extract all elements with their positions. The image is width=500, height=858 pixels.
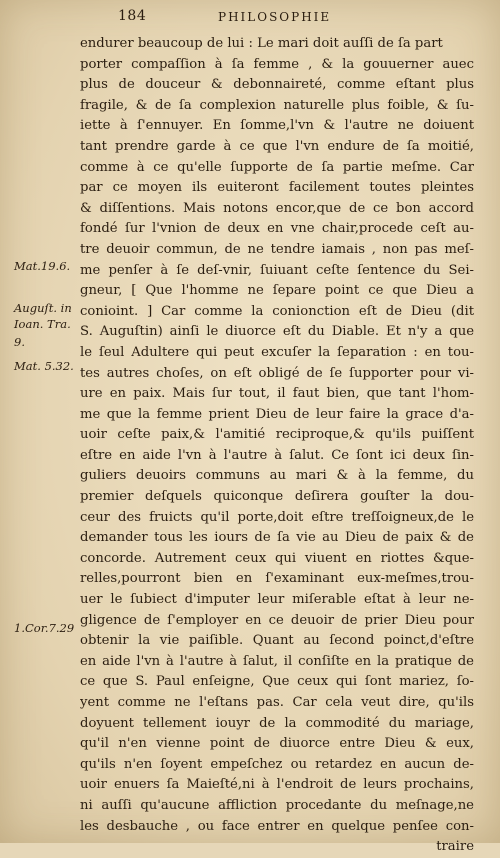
margin-note: Ioan. Tra. bbox=[14, 317, 71, 331]
text-line: doyuent tellement iouyr de la commodité du mariage, bbox=[80, 715, 474, 731]
running-head: PHILOSOPHIE bbox=[218, 10, 332, 24]
text-line: concorde. Autrement ceux qui viuent en riottes &que- bbox=[80, 550, 474, 566]
text-line: fondé ſur l'vnion de deux en vne chair,procede ceſt au- bbox=[80, 221, 474, 237]
text-line: traire bbox=[436, 839, 474, 855]
page-number: 184 bbox=[118, 8, 147, 24]
text-line: plus de douceur & debonnaireté, comme eſtant plus bbox=[80, 77, 474, 93]
text-line: ceur des fruicts qu'il porte,doit eſtre treſſoigneux,de le bbox=[80, 509, 474, 525]
margin-note: Mat. 5.32. bbox=[14, 359, 74, 373]
text-line: tant prendre garde à ce que l'vn endure de ſa moitié, bbox=[80, 138, 474, 154]
text-line: guliers deuoirs communs au mari & à la femme, du bbox=[80, 468, 474, 484]
text-line: par ce moyen ils euiteront facilement toutes pleintes bbox=[80, 180, 474, 196]
text-line: en aide l'vn à l'autre à ſalut, il conſiſte en la pratique de bbox=[80, 653, 474, 669]
text-line: porter compaſſion à ſa femme , & la gouuerner auec bbox=[80, 56, 474, 72]
margin-note: 9. bbox=[14, 335, 25, 349]
text-line: gligence de ſ'employer en ce deuoir de prier Dieu pour bbox=[80, 612, 474, 628]
text-line: les desbauche , ou face entrer en quelque penſee con- bbox=[80, 818, 474, 834]
text-line: ni auſſi qu'aucune affliction procedante du meſnage,ne bbox=[80, 797, 474, 813]
text-line: ure en paix. Mais ſur tout, il faut bien, que tant l'hom- bbox=[80, 386, 474, 402]
text-line: eſtre en aide l'vn à l'autre à ſalut. Ce ſont ici deux ſin- bbox=[80, 447, 474, 463]
text-line: S. Auguſtin) ainſi le diuorce eſt du Diable. Et n'y a que bbox=[80, 324, 474, 340]
text-line: qu'il n'en vienne point de diuorce entre Dieu & eux, bbox=[80, 736, 474, 752]
margin-note: Auguſt. in bbox=[14, 301, 72, 315]
text-line: endurer beaucoup de lui : Le mari doit auſſi de ſa part bbox=[80, 36, 443, 51]
text-line: relles,pourront bien en ſ'examinant eux-meſmes,trou- bbox=[80, 571, 474, 587]
text-line: conioint. ] Car comme la conionction eſt de Dieu (dit bbox=[80, 303, 474, 319]
text-line: fragile, & de ſa complexion naturelle plus foible, & ſu- bbox=[80, 97, 474, 113]
text-line: uer le ſubiect d'imputer leur miſerable eſtat à leur ne- bbox=[80, 592, 474, 608]
body-text bbox=[80, 34, 474, 858]
text-line: demander tous les iours de ſa vie au Dieu de paix & de bbox=[80, 530, 474, 546]
text-line: comme à ce qu'elle ſupporte de ſa partie meſme. Car bbox=[80, 159, 474, 175]
text-line: iette à ſ'ennuyer. En ſomme,l'vn & l'autre ne doiuent bbox=[80, 118, 474, 134]
text-line: tes autres choſes, on eſt obligé de ſe ſupporter pour vi- bbox=[80, 365, 474, 381]
margin-note: Mat.19.6. bbox=[14, 259, 71, 273]
text-line: le ſeul Adultere qui peut excuſer la ſeparation : en tou- bbox=[80, 344, 474, 360]
text-line: ce que S. Paul enſeigne, Que ceux qui ſont mariez, ſo- bbox=[80, 674, 474, 690]
text-line: yent comme ne l'eſtans pas. Car cela veut dire, qu'ils bbox=[80, 695, 474, 710]
text-line: & diſſentions. Mais notons encor,que de ce bon accord bbox=[80, 200, 474, 216]
text-line: obtenir la vie paiſible. Quant au ſecond poinct,d'eſtre bbox=[80, 633, 474, 649]
text-line: me penſer à ſe deſ-vnir, ſuiuant ceſte ſentence du Sei- bbox=[80, 262, 474, 278]
text-line: qu'ils n'en ſoyent empeſchez ou retardez en aucun de- bbox=[80, 756, 474, 772]
text-line: me que la femme prient Dieu de leur faire la grace d'a- bbox=[80, 406, 474, 422]
text-line: premier deſquels quiconque deſirera gouſter la dou- bbox=[80, 489, 474, 505]
margin-note: 1.Cor.7.29 bbox=[14, 621, 75, 635]
text-line: uoir ceſte paix,& l'amitié reciproque,& qu'ils puiſſent bbox=[80, 427, 474, 443]
text-line: uoir enuers ſa Maieſté,ni à l'endroit de leurs prochains, bbox=[80, 777, 474, 793]
text-line: gneur, [ Que l'homme ne ſepare point ce que Dieu a bbox=[80, 283, 474, 299]
text-line: tre deuoir commun, de ne tendre iamais , non pas meſ- bbox=[80, 241, 474, 257]
